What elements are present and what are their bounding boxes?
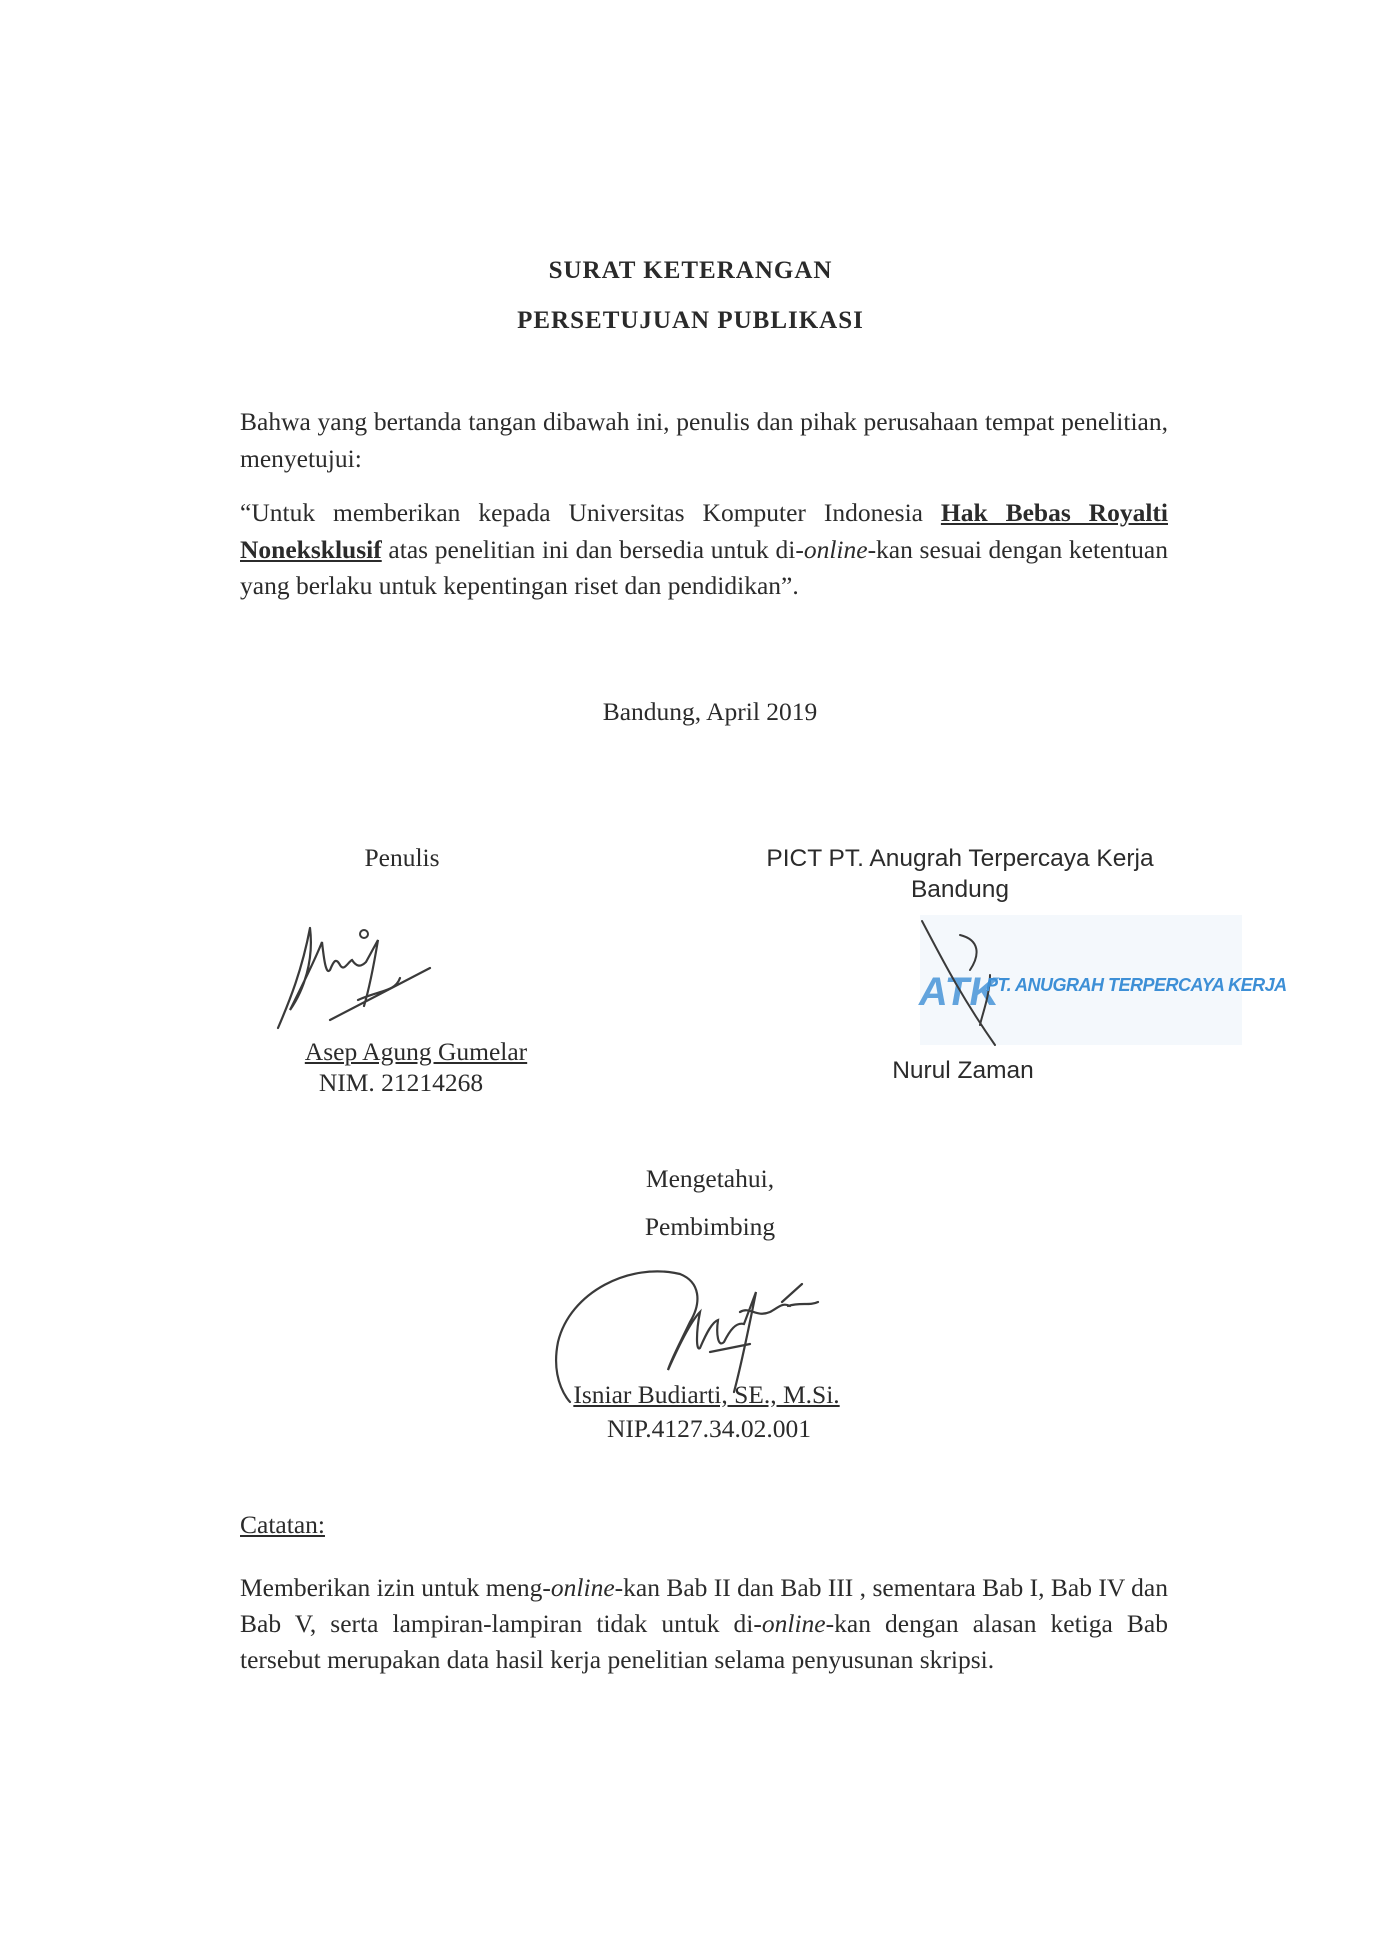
note-online-term-1: online (550, 1573, 615, 1602)
intro-text-before: “Untuk memberikan kepada Universitas Komputer Indonesia (240, 498, 941, 527)
author-id: NIM. 21214268 (318, 1068, 484, 1097)
intro-text-mid: atas penelitian ini dan bersedia untuk di- (381, 534, 804, 564)
note-online-term-2: online (761, 1609, 826, 1638)
svg-text:ATK: ATK (915, 969, 1003, 1014)
place-date: Bandung, April 2019 (602, 697, 818, 726)
note-body (240, 1570, 1168, 1678)
supervisor-id: NIP.4127.34.02.001 (606, 1414, 811, 1443)
company-role-line-1: PICT PT. Anugrah Terpercaya Kerja (766, 845, 1154, 872)
author-name: Asep Agung Gumelar (304, 1037, 528, 1066)
company-signer-name: Nurul Zaman (892, 1057, 1034, 1084)
intro-paragraph-1: Bahwa yang bertanda tangan dibawah ini, penulis dan pihak perusahaan tempat penelitian, menyetujui: (240, 407, 1168, 473)
acknowledge-label: Mengetahui, (645, 1164, 775, 1193)
author-role: Penulis (364, 843, 440, 872)
note-heading: Catatan: (240, 1510, 325, 1539)
author-signature (270, 920, 450, 1050)
company-stamp-area (915, 915, 1287, 1045)
title-line-1: SURAT KETERANGAN (548, 257, 833, 284)
title-line-2: PERSETUJUAN PUBLIKASI (517, 307, 864, 334)
intro-paragraph-2 (240, 495, 1168, 605)
note-text-1: Memberikan izin untuk meng- (240, 1573, 551, 1602)
supervisor-role: Pembimbing (644, 1212, 776, 1241)
royalty-term: Hak Bebas Royalti Noneksklusif (240, 498, 1168, 564)
stamp-company-name: PT. ANUGRAH TERPERCAYA KERJA (986, 975, 1287, 995)
supervisor-name: Isniar Budiarti, SE., M.Si. (573, 1380, 840, 1409)
note-text-2: -kan Bab II dan Bab III , sementara Bab I, Bab IV dan Bab V, serta lampiran-lampiran tidak untuk di- (240, 1573, 1168, 1638)
intro-text-after: -kan sesuai dengan ketentuan yang berlaku untuk kepentingan riset dan pendidikan”. (240, 534, 1168, 600)
note-text-3: -kan dengan alasan ketiga Bab tersebut merupakan data hasil kerja penelitian selama penyusunan skripsi. (240, 1609, 1168, 1674)
company-role-line-2: Bandung (910, 876, 1010, 903)
online-term: online (803, 534, 868, 564)
